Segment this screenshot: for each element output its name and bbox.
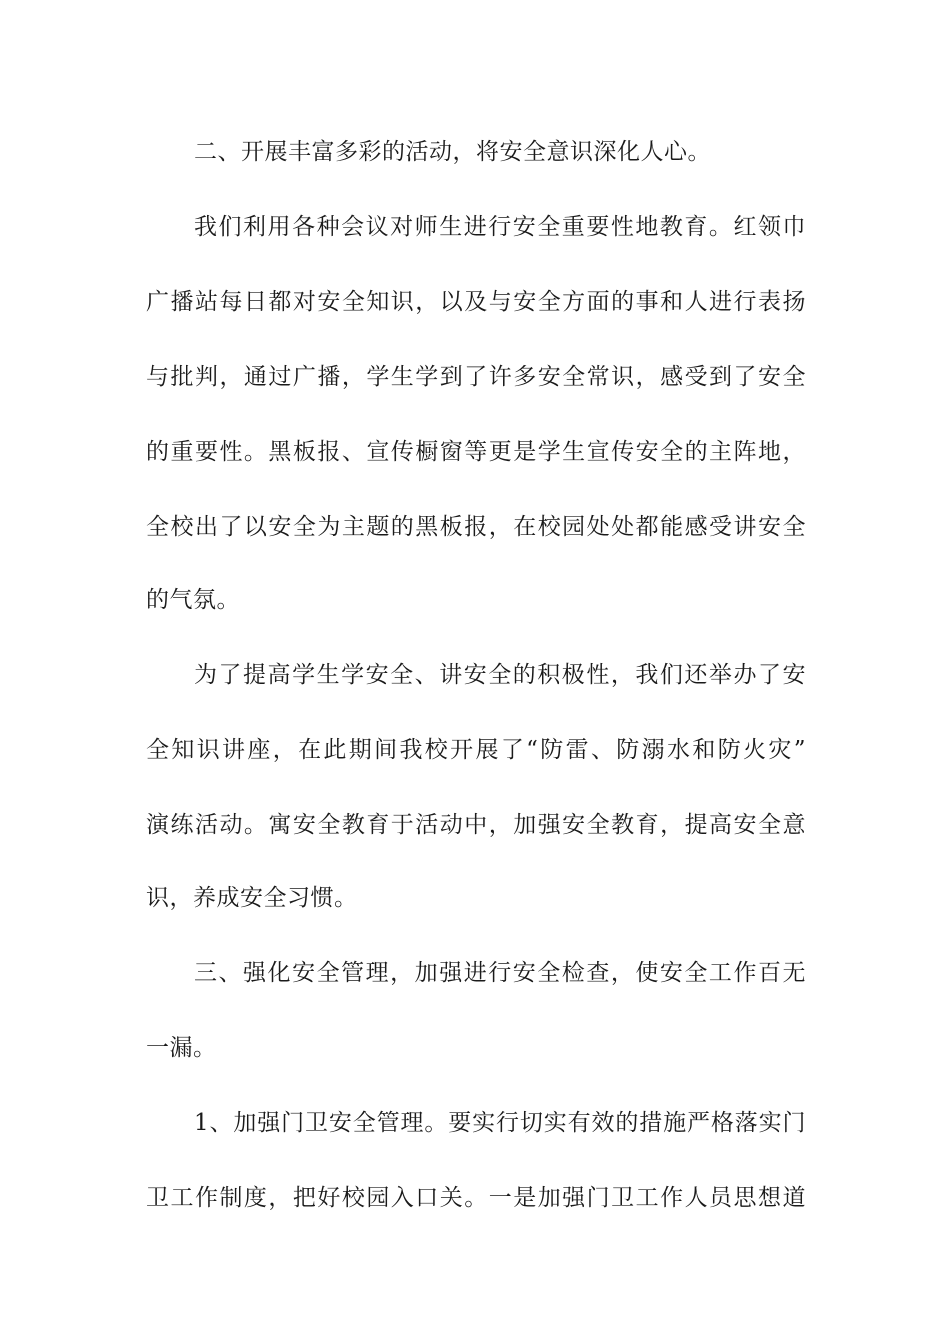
text-line: 全知识讲座，在此期间我校开展了“防雷、防溺水和防火灾” bbox=[146, 737, 806, 763]
text-line: 的气氛。 bbox=[146, 587, 240, 613]
text-line: 一漏。 bbox=[146, 1035, 217, 1061]
text-line: 二、开展丰富多彩的活动，将安全意识深化人心。 bbox=[194, 139, 711, 165]
text-line: 识，养成安全习惯。 bbox=[146, 885, 358, 911]
text-line: 广播站每日都对安全知识，以及与安全方面的事和人进行表扬 bbox=[146, 289, 806, 315]
text-line: 卫工作制度，把好校园入口关。一是加强门卫工作人员思想道 bbox=[146, 1185, 806, 1211]
text-line: 的重要性。黑板报、宣传橱窗等更是学生宣传安全的主阵地， bbox=[146, 439, 806, 465]
text-line: 与批判，通过广播，学生学到了许多安全常识，感受到了安全 bbox=[146, 364, 806, 390]
text-line: 1、加强门卫安全管理。要实行切实有效的措施严格落实门 bbox=[194, 1110, 806, 1136]
text-line: 我们利用各种会议对师生进行安全重要性地教育。红领巾 bbox=[194, 214, 806, 240]
text-line: 三、强化安全管理，加强进行安全检查，使安全工作百无 bbox=[194, 960, 806, 986]
text-line: 为了提高学生学安全、讲安全的积极性，我们还举办了安 bbox=[194, 662, 806, 688]
text-line: 全校出了以安全为主题的黑板报，在校园处处都能感受讲安全 bbox=[146, 514, 806, 540]
text-line: 演练活动。寓安全教育于活动中，加强安全教育，提高安全意 bbox=[146, 812, 806, 838]
